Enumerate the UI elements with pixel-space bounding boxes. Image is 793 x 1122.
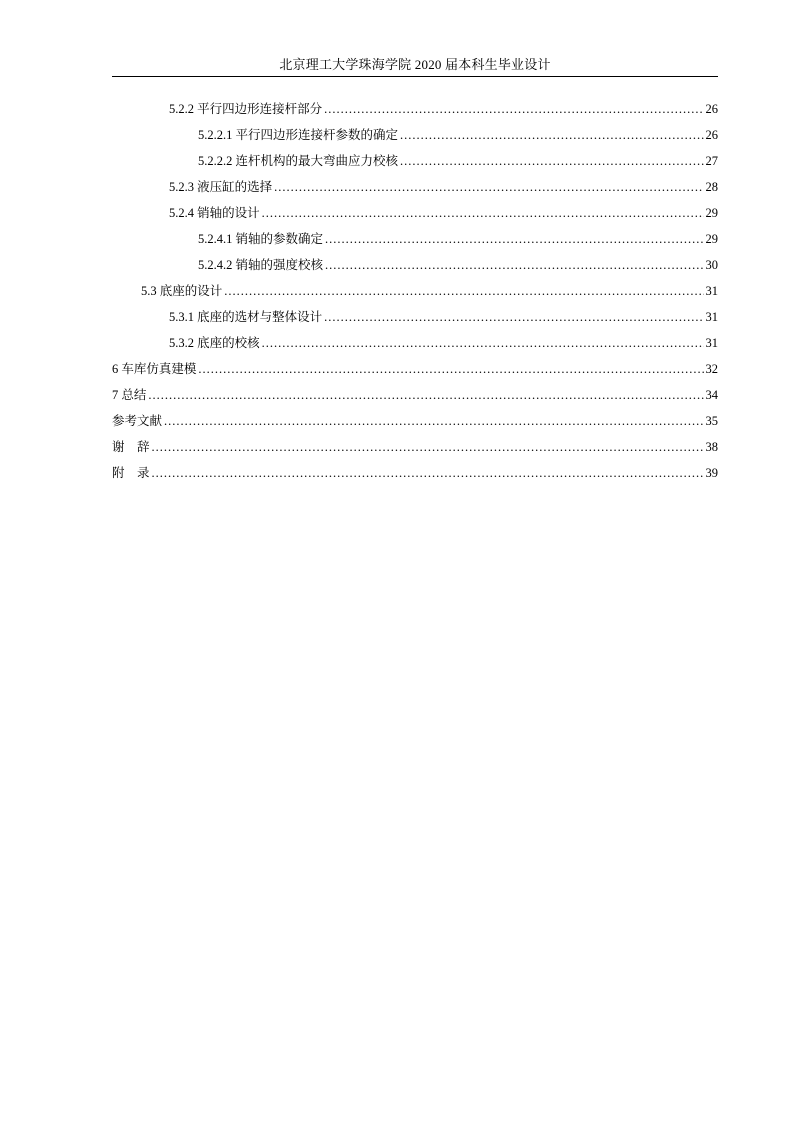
toc-entry-page: 28	[705, 180, 718, 194]
toc-entry[interactable]	[112, 304, 718, 330]
toc-entry-title: 5.3.1 底座的选材与整体设计	[169, 310, 323, 324]
toc-leader-dots	[400, 148, 703, 174]
toc-leader-dots	[262, 200, 704, 226]
toc-entry[interactable]	[112, 460, 718, 486]
toc-entry-title: 参考文献	[112, 414, 163, 428]
toc-entry[interactable]	[112, 252, 718, 278]
toc-entry-page: 29	[705, 232, 718, 246]
toc-entry-title: 5.3.2 底座的校核	[169, 336, 260, 350]
toc-leader-dots	[400, 122, 703, 148]
toc-entry-title: 附 录	[112, 466, 150, 480]
toc-entry[interactable]	[112, 356, 718, 382]
toc-entry-title: 5.2.3 液压缸的选择	[169, 180, 273, 194]
toc-entry[interactable]	[112, 382, 718, 408]
toc-entry-title: 5.2.4 销轴的设计	[169, 206, 260, 220]
toc-entry[interactable]	[112, 148, 718, 174]
table-of-contents	[112, 96, 718, 486]
toc-entry[interactable]	[112, 174, 718, 200]
toc-entry-title: 7 总结	[112, 388, 147, 402]
toc-leader-dots	[224, 278, 703, 304]
toc-entry-page: 34	[705, 388, 718, 402]
toc-entry-title: 谢 辞	[112, 440, 150, 454]
toc-entry-title: 5.2.2 平行四边形连接杆部分	[169, 102, 323, 116]
toc-entry-title: 6 车库仿真建模	[112, 362, 197, 376]
toc-entry-title: 5.3 底座的设计	[141, 284, 223, 298]
toc-entry[interactable]	[112, 96, 718, 122]
toc-entry[interactable]	[112, 330, 718, 356]
toc-entry-title: 5.2.2.1 平行四边形连接杆参数的确定	[198, 128, 399, 142]
toc-entry-page: 32	[705, 362, 718, 376]
toc-leader-dots	[324, 96, 703, 122]
header-rule	[112, 76, 718, 77]
toc-leader-dots	[164, 408, 703, 434]
toc-entry[interactable]	[112, 278, 718, 304]
toc-leader-dots	[262, 330, 704, 356]
toc-entry[interactable]	[112, 122, 718, 148]
toc-entry-page: 26	[705, 128, 718, 142]
toc-entry-page: 30	[705, 258, 718, 272]
toc-leader-dots	[274, 174, 703, 200]
toc-entry-title: 5.2.4.2 销轴的强度校核	[198, 258, 324, 272]
toc-entry[interactable]	[112, 434, 718, 460]
toc-leader-dots	[152, 434, 704, 460]
toc-entry-page: 29	[705, 206, 718, 220]
toc-entry-page: 39	[705, 466, 718, 480]
toc-leader-dots	[324, 304, 703, 330]
toc-entry-page: 35	[705, 414, 718, 428]
toc-leader-dots	[325, 252, 703, 278]
toc-entry-page: 38	[705, 440, 718, 454]
toc-entry-page: 31	[705, 336, 718, 350]
toc-entry-title: 5.2.4.1 销轴的参数确定	[198, 232, 324, 246]
page-header: 北京理工大学珠海学院 2020 届本科生毕业设计	[279, 57, 551, 72]
toc-entry-title: 5.2.2.2 连杆机构的最大弯曲应力校核	[198, 154, 399, 168]
toc-entry-page: 27	[705, 154, 718, 168]
toc-leader-dots	[325, 226, 703, 252]
toc-entry[interactable]	[112, 408, 718, 434]
toc-leader-dots	[152, 460, 704, 486]
toc-leader-dots	[148, 382, 703, 408]
toc-entry[interactable]	[112, 226, 718, 252]
toc-entry-page: 31	[705, 284, 718, 298]
toc-leader-dots	[198, 356, 703, 382]
toc-entry[interactable]	[112, 200, 718, 226]
toc-entry-page: 26	[705, 102, 718, 116]
toc-entry-page: 31	[705, 310, 718, 324]
